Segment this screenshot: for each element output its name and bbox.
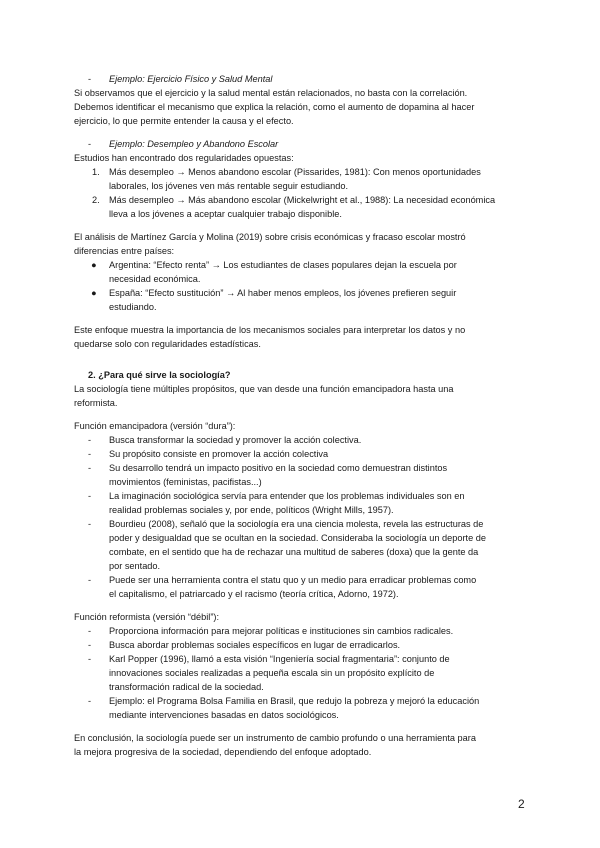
text-line: Puede ser una herramienta contra el statu quo y un medio para erradicar problemas como <box>109 575 477 585</box>
text-line: Su desarrollo tendrá un impacto positivo en la sociedad como demuestran distintos <box>109 463 448 473</box>
text-line: - <box>88 654 92 664</box>
text-line: poder y desigualdad que se ocultan en la sociedad. Consideraba la sociología un deporte de <box>109 533 486 543</box>
text-line: Función emancipadora (versión “dura”): <box>74 421 236 431</box>
text-line: Busca abordar problemas sociales específicos en lugar de erradicarlos. <box>109 640 401 650</box>
text-line: La imaginación sociológica servía para entender que los problemas individuales son en <box>109 491 465 501</box>
text-line: - <box>88 463 92 473</box>
text-line: - <box>88 696 92 706</box>
text-line: Debemos identificar el mecanismo que explica la relación, como el aumento de dopamina al hacer <box>74 102 475 112</box>
text-line: Más desempleo → Más abandono escolar (Mickelwright et al., 1988): La necesidad económica <box>109 195 496 205</box>
text-line: Ejemplo: Desempleo y Abandono Escolar <box>109 139 279 149</box>
text-line: Busca transformar la sociedad y promover la acción colectiva. <box>109 435 362 445</box>
text-line: - <box>88 435 92 445</box>
page-number: 2 <box>518 797 525 811</box>
text-line: Argentina: “Efecto renta” → Los estudiantes de clases populares dejan la escuela por <box>109 260 457 270</box>
text-line: innovaciones sociales realizadas a pequeña escala sin un propósito explícito de <box>109 668 435 678</box>
text-line: - <box>88 139 92 149</box>
text-line: Ejemplo: el Programa Bolsa Familia en Brasil, que redujo la pobreza y mejoró la educación <box>109 696 480 706</box>
text-line: laborales, los jóvenes ven más rentable seguir estudiando. <box>109 181 349 191</box>
text-line: movimientos (feministas, pacifistas...) <box>109 477 262 487</box>
text-line: - <box>88 74 92 84</box>
text-line: ● <box>91 288 97 298</box>
text-line: diferencias entre países: <box>74 246 175 256</box>
text-line: ● <box>91 260 97 270</box>
text-line: realidad problemas sociales y, por ende, políticos (Wright Mills, 1957). <box>109 505 394 515</box>
text-line: la mejora progresiva de la sociedad, dependiendo del enfoque adoptado. <box>74 747 372 757</box>
text-line: Proporciona información para mejorar políticas e instituciones sin cambios radicales. <box>109 626 454 636</box>
text-line: el capitalismo, el patriarcado y el racismo (teoría crítica, Adorno, 1972). <box>109 589 399 599</box>
text-line: - <box>88 626 92 636</box>
text-line: Estudios han encontrado dos regularidades opuestas: <box>74 153 294 163</box>
text-line: Este enfoque muestra la importancia de los mecanismos sociales para interpretar los datos y no <box>74 325 466 335</box>
text-line: La sociología tiene múltiples propósitos, que van desde una función emancipadora hasta una <box>74 384 454 394</box>
text-line: necesidad económica. <box>109 274 201 284</box>
text-line: En conclusión, la sociología puede ser un instrumento de cambio profundo o una herramienta para <box>74 733 476 743</box>
text-line: - <box>88 575 92 585</box>
text-line: Bourdieu (2008), señaló que la sociología era una ciencia molesta, revela las estructuras de <box>109 519 484 529</box>
text-line: Más desempleo → Menos abandono escolar (Pissarides, 1981): Con menos oportunidades <box>109 167 481 177</box>
text-line: estudiando. <box>109 302 157 312</box>
text-line: quedarse solo con regularidades estadísticas. <box>74 339 261 349</box>
text-line: España: “Efecto sustitución” → Al haber menos empleos, los jóvenes prefieren seguir <box>109 288 457 298</box>
text-line: 2. <box>92 195 100 205</box>
text-line: - <box>88 491 92 501</box>
text-line: lleva a los jóvenes a aceptar cualquier trabajo disponible. <box>109 209 342 219</box>
text-line: 2. ¿Para qué sirve la sociología? <box>88 370 231 380</box>
text-line: 1. <box>92 167 100 177</box>
text-line: Su propósito consiste en promover la acción colectiva <box>109 449 329 459</box>
text-line: mediante intervenciones basadas en datos sociológicos. <box>109 710 339 720</box>
text-line: - <box>88 519 92 529</box>
text-line: combate, en el sentido que ha de rechazar una multitud de saberes (doxa) que la gente da <box>109 547 479 557</box>
text-line: transformación radical de la sociedad. <box>109 682 264 692</box>
text-line: Función reformista (versión “débil”): <box>74 612 220 622</box>
text-line: - <box>88 640 92 650</box>
text-line: por sentado. <box>109 561 161 571</box>
text-line: - <box>88 449 92 459</box>
text-line: reformista. <box>74 398 118 408</box>
text-line: El análisis de Martínez García y Molina (2019) sobre crisis económicas y fracaso escolar mostró <box>74 232 466 242</box>
text-line: Ejemplo: Ejercicio Físico y Salud Mental <box>109 74 273 84</box>
text-line: Karl Popper (1996), llamó a esta visión “Ingeniería social fragmentaria”: conjunto de <box>109 654 450 664</box>
text-line: ejercicio, lo que permite entender la causa y el efecto. <box>74 116 294 126</box>
text-line: Si observamos que el ejercicio y la salud mental están relacionados, no basta con la correlación. <box>74 88 468 98</box>
